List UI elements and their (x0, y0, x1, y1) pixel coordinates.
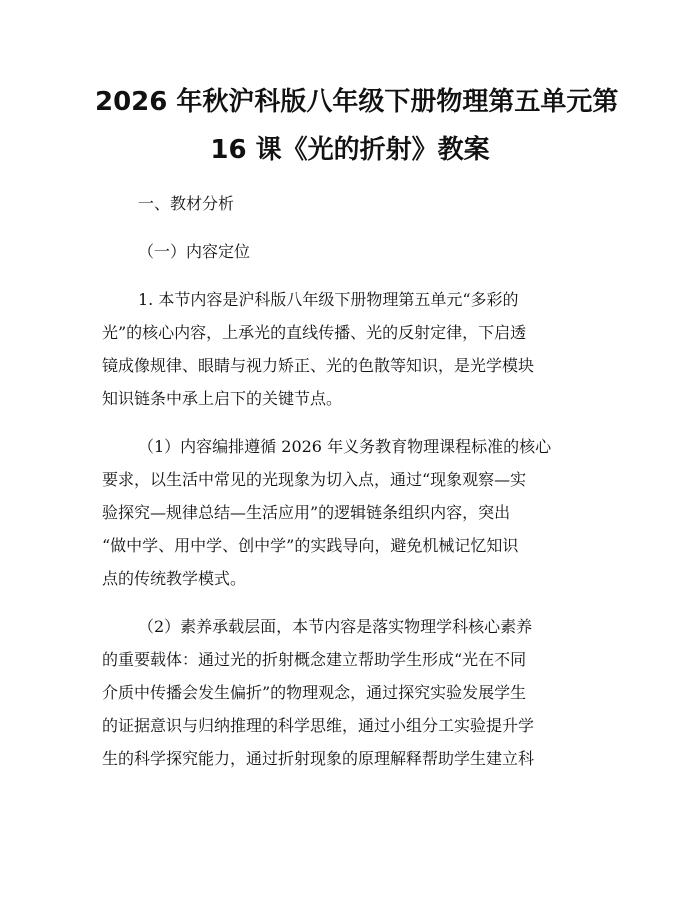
paragraph-line (0, 465, 700, 495)
section-heading (0, 189, 700, 219)
paragraph-line-text: （1）内容编排遵循 2026 年义务教育物理课程标准的核心 (138, 437, 552, 456)
subsection-heading-text: （一）内容定位 (138, 242, 251, 261)
paragraph-line-text: 介质中传播会发生偏折”的物理观念，通过探究实验发展学生 (102, 683, 527, 702)
section-heading-text: 一、教材分析 (138, 194, 235, 213)
paragraph-line (0, 318, 700, 348)
paragraph-line-text: 1. 本节内容是沪科版八年级下册物理第五单元“多彩的 (138, 290, 519, 309)
paragraph-line (0, 498, 700, 528)
paragraph-line (0, 678, 700, 708)
paragraph-line-text: 要求，以生活中常见的光现象为切入点，通过“现象观察—实 (102, 470, 527, 489)
paragraph-line (0, 351, 700, 381)
paragraph-line (0, 612, 700, 642)
paragraph-line-text: 的证据意识与归纳推理的科学思维，通过小组分工实验提升学 (102, 716, 535, 735)
paragraph-line (0, 744, 700, 774)
document-title-line-2: 16 课《光的折射》教案 (210, 135, 490, 165)
paragraph-line-text: 生的科学探究能力，通过折射现象的原理解释帮助学生建立科 (102, 749, 535, 768)
paragraph-line (0, 531, 700, 561)
document-title-line-1: 2026 年秋沪科版八年级下册物理第五单元第 (95, 87, 619, 117)
subsection-heading (0, 237, 700, 267)
paragraph-line-text: 验探究—规律总结—生活应用”的逻辑链条组织内容，突出 (102, 503, 511, 522)
paragraph-line-text: 点的传统教学模式。 (102, 569, 247, 588)
paragraph-line-text: 的重要载体：通过光的折射概念建立帮助学生形成“光在不同 (102, 650, 527, 669)
paragraph-line (0, 384, 700, 414)
paragraph-line-text: 光”的核心内容，上承光的直线传播、光的反射定律，下启透 (102, 323, 527, 342)
paragraph-line-text: 知识链条中承上启下的关键节点。 (102, 389, 343, 408)
paragraph-line (0, 711, 700, 741)
paragraph-line-text: （2）素养承载层面，本节内容是落实物理学科核心素养 (138, 617, 533, 636)
paragraph-line (0, 285, 700, 315)
paragraph-line (0, 432, 700, 462)
paragraph-line (0, 645, 700, 675)
paragraph-line (0, 564, 700, 594)
paragraph-line-text: 镜成像规律、眼睛与视力矫正、光的色散等知识，是光学模块 (102, 356, 535, 375)
paragraph-line-text: “做中学、用中学、创中学”的实践导向，避免机械记忆知识 (102, 536, 519, 555)
